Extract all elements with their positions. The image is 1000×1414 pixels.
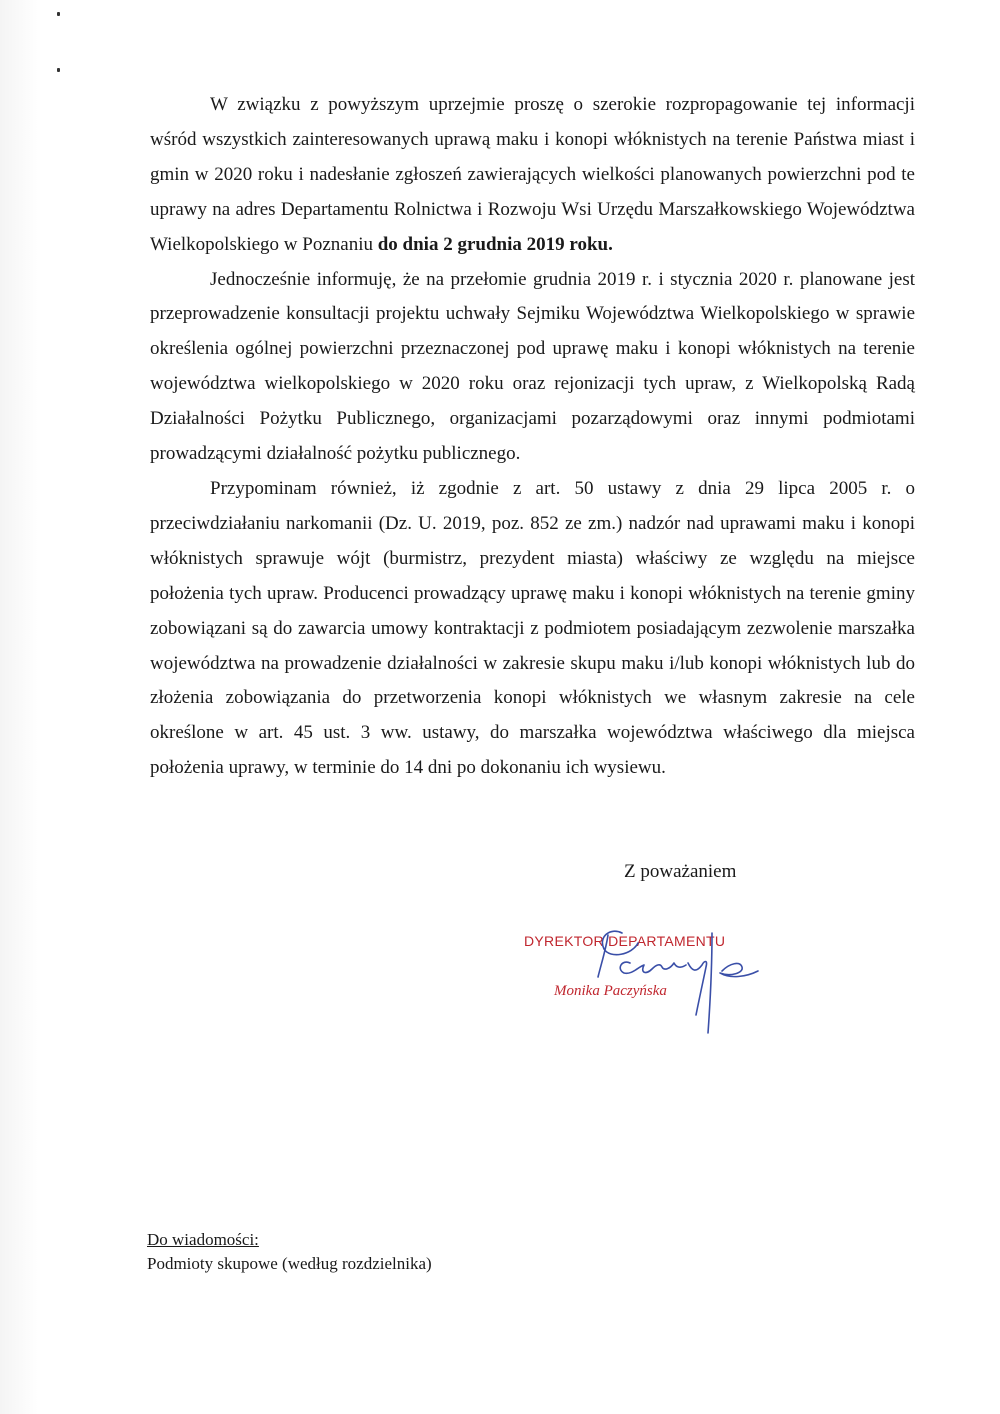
handwritten-signature — [580, 915, 780, 1050]
letter-body — [150, 88, 915, 786]
scan-speck — [57, 68, 60, 72]
paragraph-reminder — [150, 472, 915, 786]
cc-title: Do wiadomości: — [147, 1230, 259, 1249]
scan-edge-shadow — [0, 0, 38, 1414]
paragraph-text: Przypominam również, iż zgodnie z art. 50 ustawy z dnia 29 lipca 2005 r. o przeciwdziałaniu narkomanii (Dz. U. 2019, poz. 852 ze zm.) nadzór nad uprawami maku i konopi włóknistych sprawuje wójt (burmistrz, prezydent miasta) właściwy ze względu na miejsce położenia tych upraw. Producenci prowadzący uprawę maku i konopi włóknistych na terenie gminy zobowiązani są do zawarcia umowy kontraktacji z podmiotem posiadającym zezwolenie marszałka województwa na prowadzenie działalności w zakresie skupu maku i/lub konopi włóknistych lub do złożenia zobowiązania do przetworzenia konopi włóknistych we własnym zakresie na cele określone w art. 45 ust. 3 ww. ustawy, do marszałka województwa właściwego dla miejsca położenia uprawy, w terminie do 14 dni po dokonaniu ich wysiewu. — [150, 477, 915, 779]
paragraph-request — [150, 88, 915, 263]
deadline-emphasis: do dnia 2 grudnia 2019 roku. — [377, 233, 613, 255]
cc-item: Podmioty skupowe (według rozdzielnika) — [147, 1254, 432, 1273]
closing-salutation: Z poważaniem — [624, 861, 737, 882]
paragraph-consultation — [150, 263, 915, 472]
paragraph-text: Jednocześnie informuję, że na przełomie grudnia 2019 r. i stycznia 2020 r. planowane jest przeprowadzenie konsultacji projektu uchwały Sejmiku Województwa Wielkopolskiego w sprawie określenia ogólnej powierzchni przeznaczonej pod uprawę maku i konopi włóknistych na terenie województwa wielkopolskiego w 2020 roku oraz rejonizacji tych upraw, z Wielkopolską Radą Działalności Pożytku Publicznego, organizacjami pozarządowymi oraz innymi podmiotami prowadzącymi działalność pożytku publicznego. — [150, 268, 915, 465]
scan-speck — [57, 12, 60, 16]
paragraph-text: W związku z powyższym uprzejmie proszę o szerokie rozpropagowanie tej informacji wśród wszystkich zainteresowanych uprawą maku i konopi włóknistych na terenie Państwa miast i gmin w 2020 roku i nadesłanie zgłoszeń zawierających wielkości planowanych powierzchni pod te uprawy na adres Departamentu Rolnictwa i Rozwoju Wsi Urzędu Marszałkowskiego Województwa Wielkopolskiego w Poznaniu — [150, 94, 915, 255]
stamp-name: Monika Paczyńska — [554, 983, 667, 999]
cc-section — [147, 1228, 432, 1276]
stamp-title: DYREKTOR DEPARTAMENTU — [524, 933, 726, 949]
